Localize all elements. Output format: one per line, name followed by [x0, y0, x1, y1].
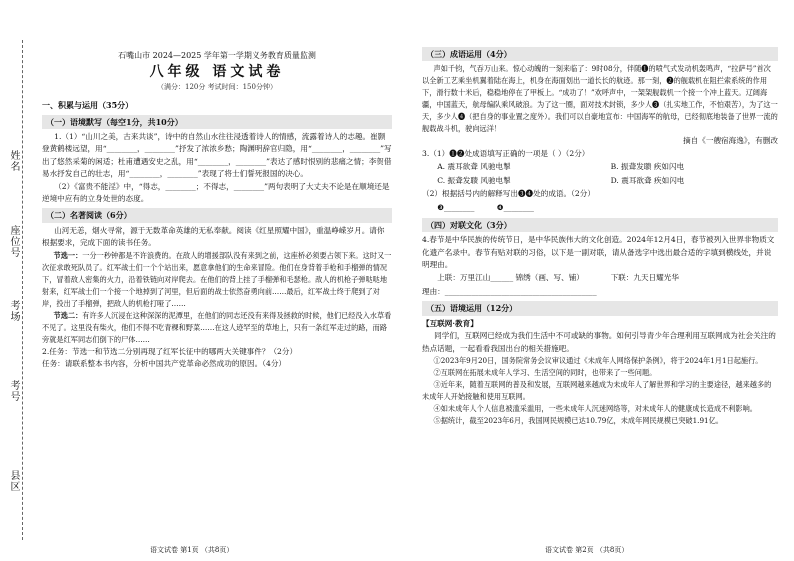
context-subtitle: 【互联网·教育】 [422, 318, 478, 328]
blank-3: ❸________ [437, 203, 475, 213]
couplet-row [422, 272, 778, 284]
question-1-2: （2）《富贵不能淫》中，“得志，________；不得志，________”两句表明了大丈夫不论是在顺境还是逆境中应有的立身处世的态度。 [42, 181, 390, 204]
context-item-5: ⑤据统计，截至2023年6月，我国网民规模已达10.79亿，未成年网民规模已突破1.91亿。 [433, 415, 723, 425]
binding-label-district: 县区 [8, 470, 19, 492]
excerpt-one [42, 250, 392, 310]
binding-label-room: 考场 [8, 300, 19, 322]
option-c: C. 振聋发聩 风驰电掣 [437, 175, 511, 185]
options-row-2 [422, 175, 778, 187]
excerpt-one-label: 节选一： [53, 250, 83, 260]
section-couplet: （四）对联文化（3分） [422, 218, 778, 232]
context-item-4: ④如未成年人个人信息被滥采滥用，一些未成年人沉迷网络等，对未成年人的健康成长造成不利影响。 [433, 403, 757, 413]
excerpt-two-text: 有许多人沉浸在这种深深的泥潭里，在他们的同志还没有来得及拯救的时候，他们已经没入水草看不见了。这里没有柴火，他们不得不吃青稞和野菜……在这人迹罕至的草地上，只有一条红军走过的路，而路旁就是红军同志们倒下的尸体…… [42, 310, 392, 344]
question-1-1: 1.（1）“山川之美，古来共谈”，诗中的自然山水往往浸透着诗人的情感，流露着诗人的志趣。崔颢登黄鹤楼远望，用“________，________”抒发了浓浓乡愁；陶渊明辞官归隐，用“________，________”写出了悠然采菊的闲适；杜甫遭遇安史之乱，用“________，________”表达了感时恨别的悲痛之情；李贺借易水抒发自己的壮志，用“________，________”表现了将士们誓死报国的决心。 [42, 132, 392, 179]
part-one-title: 一、积累与运用（35分） [42, 100, 134, 111]
exam-grade-subject: 八年级 语文试卷 [149, 64, 285, 81]
question-4: 4.春节是中华民族的传统节日，是中华民族伟大的文化创造。2024年12月4日，春节被列入世界非物质文化遗产名录中。春节有贴对联的习俗，以下是一副对联，请从备选字中选出最合适的字填到横线处，并说明理由。 [422, 235, 775, 270]
excerpt-two [42, 310, 392, 346]
page-one [42, 40, 392, 371]
option-d: D. 震耳欲聋 疾如闪电 [610, 175, 685, 185]
binding-label-name: 姓名 [8, 150, 19, 172]
couplet-reason: 理由：________________________________________ [422, 286, 597, 296]
options-row-1 [422, 161, 778, 173]
question-2-task-b: 任务：请联系整本书内容，分析中国共产党革命必然成功的原因。（4分） [42, 359, 287, 369]
reading-intro: 山河无恙，烟火寻常，源于无数革命英雄的无私奉献。阅读《红星照耀中国》，重温峥嵘岁月。请你根据要求，完成下面的读书任务。 [42, 225, 385, 248]
couplet-upper: 上联：万里江山______ 锦绣（画、写、铺） [437, 273, 584, 283]
exam-meta: （满分：120分 考试时间：150分钟） [157, 82, 277, 91]
binding-margin [0, 0, 42, 561]
binding-dashed-line [22, 40, 23, 540]
context-item-2: ②互联网在拓展未成年人学习、生活空间的同时，也带来了一些问题。 [433, 367, 657, 377]
option-a: A. 震耳欲聋 风驰电掣 [437, 162, 511, 172]
page-one-footer: 语文试卷 第1页 （共8页） [150, 546, 234, 554]
excerpt-two-label: 节选二： [53, 310, 83, 320]
exam-title: 石嘴山市 2024—2025 学年第一学期义务教育质量监测 [118, 51, 316, 60]
page-two-footer: 语文试卷 第2页 （共8页） [545, 546, 629, 554]
passage-source: 摘自《一艘宿海逸》，有删改 [683, 136, 778, 146]
question-3-2: （2）根据括号内的解释写出❸❹处的成语。（2分） [422, 189, 595, 199]
binding-label-exam-no: 考号 [8, 380, 19, 402]
excerpt-one-text: 一分一秒钟都是不许浪费的。在敌人的增援部队没有来到之前，这座桥必须要占领下来。这时又一次征求敢死队员了。红军战士们一个个站出来，愿意拿他们的生命来冒险。他们在身背着手枪和手榴弹的情况下，冒着敌人密集的火力，沿着铁链向对岸爬去。在他们的背上挂了手榴弹和毛瑟枪。敌人的机枪子弹哒哒地射来，红军战士们一个接一个地掉到了河里，但后面的战士依然奋勇向前……最后，红军战士终于爬到了对岸，投出了手榴弹，把敌人的机枪打哑了…… [42, 250, 392, 308]
blank-4: ❹________ [496, 203, 534, 213]
option-b: B. 振聋发聩 疾如闪电 [610, 162, 685, 172]
context-intro: 同学们，互联网已经成为我们生活中不可或缺的事物。如何引导青少年合理利用互联网成为社会关注的热点话题，一起看看我国出台的相关措施吧。 [422, 331, 776, 353]
question-3-1: 3.（1）❶❷处成语填写正确的一项是（ ）（2分） [422, 148, 590, 158]
couplet-lower: 下联：九天日耀光华 [610, 273, 679, 283]
section-recitation: （一）语境默写（每空1分，共10分） [42, 115, 392, 129]
answer-blanks [422, 202, 778, 214]
question-2: 2.任务：节选一和节选二分别再现了红军长征中的哪两大关键事件？（2分） [42, 346, 298, 356]
section-context-use: （五）语境运用（12分） [422, 301, 778, 315]
idiom-passage: 声如千钧，气吞万山来。惊心动魄的一刻来临了：9时08分，伴随❶的喷气式发动机轰鸣声，“拉萨号”首次以全新工艺乘坐机翼着陆在海上，机身在海面划出一道长长的航迹。那一刻，❷的舰载机在阻拦索系统的作用下，滑行数十米后，稳稳地停在了甲板上。“成功了！”欢呼声中，一架架舰载机一个接一个冲上蓝天。辽阔海疆，中国蓝天，航母编队乘风破浪。为了这一圈，面对技术封锁，多少人❸（扎实地工作，不怕艰苦），为了这一天，多少人❹（把自身的事业置之度外）。我们可以自豪地宣布：中国海军的航母，已经彻底地装备了世界一流的舰载战斗机，驶向远洋！ [422, 64, 778, 134]
binding-label-seat: 座位号 [8, 225, 19, 258]
section-classic-reading: （二）名著阅读（6分） [42, 208, 392, 222]
page-two [422, 44, 778, 427]
section-idioms: （三）成语运用（4分） [422, 47, 778, 61]
context-item-3: ③近年来，随着互联网的普及和发展，互联网越来越成为未成年人了解世界和学习的主要途径，越来越多的未成年人开始接触和使用互联网。 [422, 379, 772, 401]
context-item-1: ①2023年9月20日，国务院常务会议审议通过《未成年人网络保护条例》，将于2024年1月1日起施行。 [433, 355, 763, 365]
